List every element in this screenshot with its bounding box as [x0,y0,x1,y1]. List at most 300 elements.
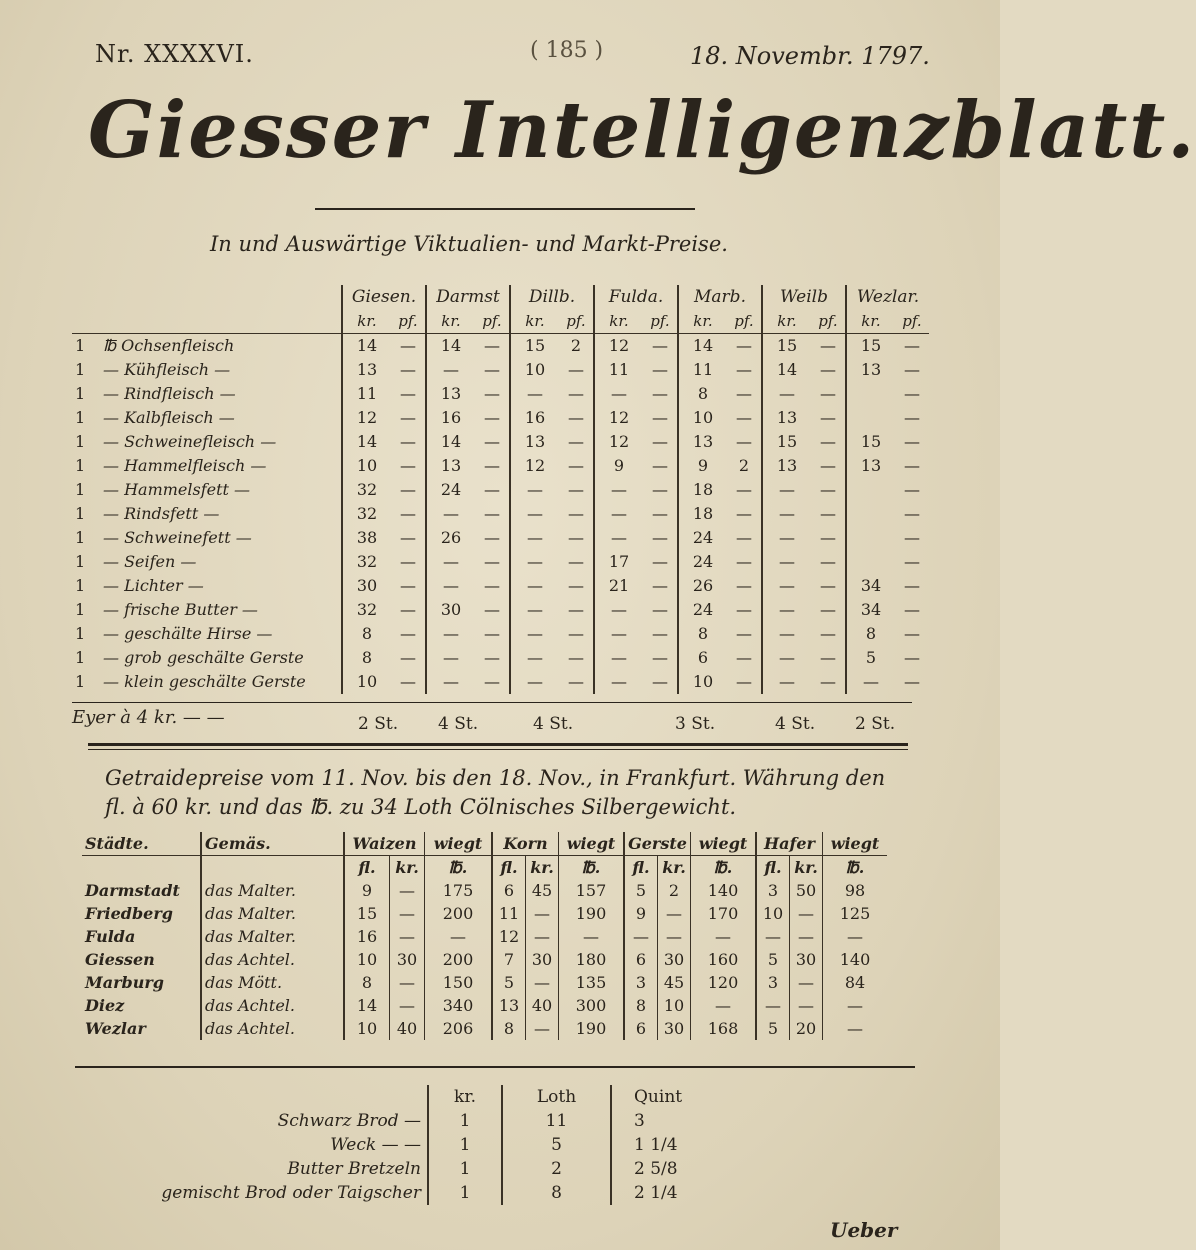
price-pf: — [484,528,500,547]
price-pf: — [400,504,416,523]
price-kr: — [426,646,475,670]
item-name: — frische Butter — [103,600,258,619]
price-fl: 3 [756,879,790,902]
price-kr: 26 [426,526,475,550]
price-kr: — [790,902,823,925]
table-row [82,948,887,971]
price-pf: — [904,432,920,451]
bread-loth-header: Loth [502,1085,611,1109]
price-kr: — [426,358,475,382]
price-kr: 40 [390,1017,425,1040]
location-header: Giesen. [342,285,426,309]
price-kr: 10 [342,670,391,694]
item-name: — geschälte Hirse — [103,624,273,643]
price-pf: — [820,504,836,523]
price-kr: 6 [678,646,727,670]
measure-name: das Achtel. [201,1017,344,1040]
bread-loth: 5 [502,1133,611,1157]
table-row [72,502,929,526]
bread-quint: 1 1/4 [611,1133,780,1157]
price-kr: 14 [762,358,811,382]
price-pf: — [484,384,500,403]
price-kr: 32 [342,550,391,574]
price-kr: 10 [678,670,727,694]
price-pf: — [484,480,500,499]
table-row [82,925,887,948]
measure-name: das Malter. [201,879,344,902]
table-row [72,406,929,430]
price-pf: — [904,456,920,475]
price-pf: — [400,432,416,451]
price-pf: — [652,600,668,619]
price-pf: — [820,648,836,667]
price-pf: — [736,480,752,499]
unit-kr: kr. [846,309,895,334]
price-kr: — [594,478,643,502]
price-kr: — [658,902,691,925]
city-name: Diez [85,996,125,1015]
price-kr: 11 [342,382,391,406]
price-pf: — [568,576,584,595]
table-row [110,1181,780,1205]
price-pf: — [904,384,920,403]
city-name: Marburg [85,973,164,992]
unit-fl: fl. [624,856,658,880]
weight-lb: 150 [425,971,493,994]
price-kr: — [762,622,811,646]
bread-kr: 1 [428,1157,502,1181]
bread-loth: 11 [502,1109,611,1133]
price-kr: 14 [426,430,475,454]
price-kr: 30 [390,948,425,971]
price-kr: — [790,971,823,994]
item-quantity: 1 [75,528,86,547]
price-kr: 45 [658,971,691,994]
measure-name: das Mött. [201,971,344,994]
item-name: — klein geschälte Gerste [103,672,306,691]
price-pf: — [736,552,752,571]
price-kr: 8 [846,622,895,646]
item-quantity: 1 [75,648,86,667]
price-kr: — [762,478,811,502]
item-quantity: 1 [75,504,86,523]
price-kr: — [762,670,811,694]
price-pf: — [484,336,500,355]
section-rule [88,749,908,750]
price-kr: — [426,622,475,646]
item-quantity: 1 [75,336,86,355]
unit-lb: ℔. [823,856,888,880]
price-pf: — [820,600,836,619]
price-pf: — [484,552,500,571]
price-kr: 15 [510,334,559,359]
unit-fl: fl. [344,856,390,880]
price-kr: 8 [678,622,727,646]
price-kr: 13 [846,358,895,382]
unit-pf: pf. [895,309,929,334]
price-pf: — [400,576,416,595]
price-kr: 21 [594,574,643,598]
unit-pf: pf. [727,309,762,334]
price-pf: — [568,432,584,451]
bread-quint-header: Quint [611,1085,780,1109]
price-pf: — [820,480,836,499]
price-fl: 5 [624,879,658,902]
price-kr: 11 [678,358,727,382]
price-kr: — [790,994,823,1017]
price-pf: — [652,408,668,427]
egg-price: 4 St. [438,714,479,734]
price-pf: — [400,456,416,475]
price-kr: 30 [658,948,691,971]
price-pf: — [736,672,752,691]
price-pf: — [652,624,668,643]
item-name: — Kalbfleisch — [103,408,235,427]
unit-kr: kr. [790,856,823,880]
weight-lb: 157 [559,879,625,902]
bread-quint: 2 5/8 [611,1157,780,1181]
market-price-table [72,285,929,694]
price-pf: — [484,408,500,427]
price-kr: 14 [342,430,391,454]
table-row [82,971,887,994]
price-kr: 45 [526,879,559,902]
price-kr: — [790,925,823,948]
unit-kr: kr. [594,309,643,334]
price-kr: — [762,550,811,574]
price-kr: 17 [594,550,643,574]
weight-lb: 168 [691,1017,757,1040]
price-pf: — [904,552,920,571]
egg-price: 3 St. [675,714,716,734]
price-pf: — [652,552,668,571]
grain-unit-row [82,856,887,880]
page-number: ( 185 ) [530,38,604,63]
price-pf: — [652,384,668,403]
price-kr: 12 [594,406,643,430]
unit-fl: fl. [492,856,526,880]
price-kr: 13 [762,454,811,478]
weight-lb: 120 [691,971,757,994]
price-kr: — [390,902,425,925]
table-row [72,550,929,574]
price-kr: — [510,502,559,526]
price-kr: 13 [510,430,559,454]
egg-price: 4 St. [775,714,816,734]
price-pf: — [736,576,752,595]
price-pf: — [904,576,920,595]
price-pf: — [400,528,416,547]
price-kr: 10 [658,994,691,1017]
price-kr: 30 [426,598,475,622]
price-pf: — [820,336,836,355]
price-kr: 14 [678,334,727,359]
price-kr: — [594,622,643,646]
price-pf: — [400,624,416,643]
price-pf: — [400,648,416,667]
price-pf: — [400,552,416,571]
city-header: Städte. [82,832,201,856]
item-quantity: 1 [75,360,86,379]
price-pf: — [652,672,668,691]
table-row [72,430,929,454]
city-name: Wezlar [85,1019,146,1038]
item-name: — Rindsfett — [103,504,220,523]
price-kr: 13 [426,454,475,478]
price-kr: — [510,526,559,550]
bread-kr: 1 [428,1133,502,1157]
price-fl: 10 [344,948,390,971]
price-kr: 15 [762,430,811,454]
price-kr: 12 [594,430,643,454]
location-header: Darmst [426,285,510,309]
price-pf: — [652,360,668,379]
weight-lb: 140 [691,879,757,902]
price-pf: — [568,672,584,691]
table-row [72,382,929,406]
weight-lb: 98 [823,879,888,902]
price-kr: 13 [846,454,895,478]
weight-lb: — [559,925,625,948]
price-pf: — [736,360,752,379]
price-pf: — [568,648,584,667]
bread-loth: 8 [502,1181,611,1205]
bread-loth: 2 [502,1157,611,1181]
table-row [110,1157,780,1181]
table-row [72,454,929,478]
price-pf: — [736,336,752,355]
price-pf: — [736,384,752,403]
price-pf: — [484,504,500,523]
unit-lb: ℔. [425,856,493,880]
price-pf: — [736,648,752,667]
price-pf: — [736,504,752,523]
weight-header: wiegt [425,832,493,856]
item-name: — Rindfleisch — [103,384,236,403]
weight-lb: 340 [425,994,493,1017]
price-pf: — [484,432,500,451]
price-fl: — [624,925,658,948]
price-kr: — [426,574,475,598]
price-kr: 13 [426,382,475,406]
price-fl: — [756,925,790,948]
price-pf: — [652,528,668,547]
table-row [72,358,929,382]
price-pf: — [568,504,584,523]
price-kr: — [426,502,475,526]
market-rows [72,334,929,695]
weight-lb: 180 [559,948,625,971]
table-row [110,1133,780,1157]
item-name: — Kühfleisch — [103,360,231,379]
price-kr: — [594,502,643,526]
price-pf: — [652,480,668,499]
price-pf: — [484,600,500,619]
price-pf: 2 [738,456,750,475]
price-kr: 9 [678,454,727,478]
price-kr: 2 [658,879,691,902]
price-pf: — [400,672,416,691]
table-row [72,622,929,646]
price-kr: 14 [342,334,391,359]
price-pf: — [820,384,836,403]
price-kr: — [762,502,811,526]
measure-name: das Malter. [201,925,344,948]
price-fl: 8 [344,971,390,994]
unit-pf: pf. [811,309,846,334]
location-header: Dillb. [510,285,594,309]
price-fl: 5 [756,948,790,971]
unit-kr: kr. [510,309,559,334]
table-row [72,670,929,694]
price-kr [846,502,895,526]
price-kr: — [846,670,895,694]
weight-header: wiegt [691,832,757,856]
weight-lb: 200 [425,902,493,925]
grain-header: Korn [492,832,559,856]
price-kr: — [390,971,425,994]
price-pf: — [400,336,416,355]
price-kr [846,526,895,550]
market-location-row [72,285,929,309]
price-fl: 13 [492,994,526,1017]
price-pf: — [484,648,500,667]
unit-kr: kr. [762,309,811,334]
price-kr: — [762,574,811,598]
price-kr: — [510,598,559,622]
price-kr: 15 [846,334,895,359]
price-kr: 24 [426,478,475,502]
price-kr: 16 [510,406,559,430]
price-fl: 12 [492,925,526,948]
price-pf: — [904,528,920,547]
item-quantity: 1 [75,480,86,499]
grain-header: Waizen [344,832,425,856]
bread-name: Weck — — [330,1135,421,1155]
item-name: — Schweinefett — [103,528,252,547]
price-kr: — [390,994,425,1017]
city-name: Giessen [85,950,155,969]
city-name: Friedberg [85,904,173,923]
table-row [82,1017,887,1040]
price-kr [846,550,895,574]
section-rule [75,1066,915,1068]
price-fl: 3 [756,971,790,994]
item-quantity: 1 [75,576,86,595]
price-pf: — [736,432,752,451]
unit-kr: kr. [526,856,559,880]
unit-kr: kr. [678,309,727,334]
price-kr: 50 [790,879,823,902]
table-row [72,334,929,359]
weight-lb: 160 [691,948,757,971]
weight-lb: — [823,1017,888,1040]
price-pf: — [904,672,920,691]
price-fl: 5 [756,1017,790,1040]
price-fl: 5 [492,971,526,994]
price-kr: 12 [594,334,643,359]
price-kr: — [510,478,559,502]
unit-lb: ℔. [691,856,757,880]
egg-price: 2 St. [855,714,896,734]
price-pf: — [652,576,668,595]
price-kr: 13 [678,430,727,454]
price-pf: — [400,408,416,427]
price-pf: — [568,456,584,475]
price-fl: 9 [344,879,390,902]
price-kr: — [510,574,559,598]
eggs-label: Eyer à 4 kr. — — [72,707,225,728]
price-kr: 20 [790,1017,823,1040]
price-kr: 30 [342,574,391,598]
price-kr: 24 [678,550,727,574]
grain-price-table [82,832,887,1040]
price-kr: — [526,925,559,948]
price-fl: 11 [492,902,526,925]
price-fl: 9 [624,902,658,925]
price-kr: — [526,1017,559,1040]
price-pf: — [568,384,584,403]
table-row [82,902,887,925]
price-fl: 6 [624,1017,658,1040]
masthead-rule [315,208,695,210]
weight-lb: 170 [691,902,757,925]
bread-kr: 1 [428,1181,502,1205]
price-kr: — [594,670,643,694]
city-name: Darmstadt [85,881,180,900]
price-fl: 10 [344,1017,390,1040]
unit-lb: ℔. [559,856,625,880]
weight-lb: 84 [823,971,888,994]
price-kr: 34 [846,598,895,622]
price-kr: — [658,925,691,948]
price-kr: — [426,670,475,694]
unit-fl: fl. [756,856,790,880]
price-kr: — [510,550,559,574]
price-kr: — [510,670,559,694]
price-kr: 16 [426,406,475,430]
bread-kr: 1 [428,1109,502,1133]
price-pf: — [568,480,584,499]
price-kr: — [594,646,643,670]
price-pf: — [484,576,500,595]
unit-pf: pf. [475,309,510,334]
bread-quint: 3 [611,1109,780,1133]
price-kr: 32 [342,478,391,502]
price-kr: 9 [594,454,643,478]
price-pf: — [820,432,836,451]
price-pf: — [820,672,836,691]
price-fl: 3 [624,971,658,994]
table-row [72,526,929,550]
measure-name: das Achtel. [201,994,344,1017]
price-pf: — [652,432,668,451]
price-fl: 15 [344,902,390,925]
item-quantity: 1 [75,384,86,403]
price-pf: — [820,360,836,379]
weight-lb: 125 [823,902,888,925]
grain-header: Hafer [756,832,823,856]
weight-header: wiegt [559,832,625,856]
table-row [72,598,929,622]
price-pf: — [820,456,836,475]
issue-number: Nr. XXXXVI. [95,40,254,68]
price-pf: — [820,552,836,571]
price-kr: — [762,526,811,550]
location-header: Weilb [762,285,846,309]
item-quantity: 1 [75,456,86,475]
price-pf: — [820,408,836,427]
